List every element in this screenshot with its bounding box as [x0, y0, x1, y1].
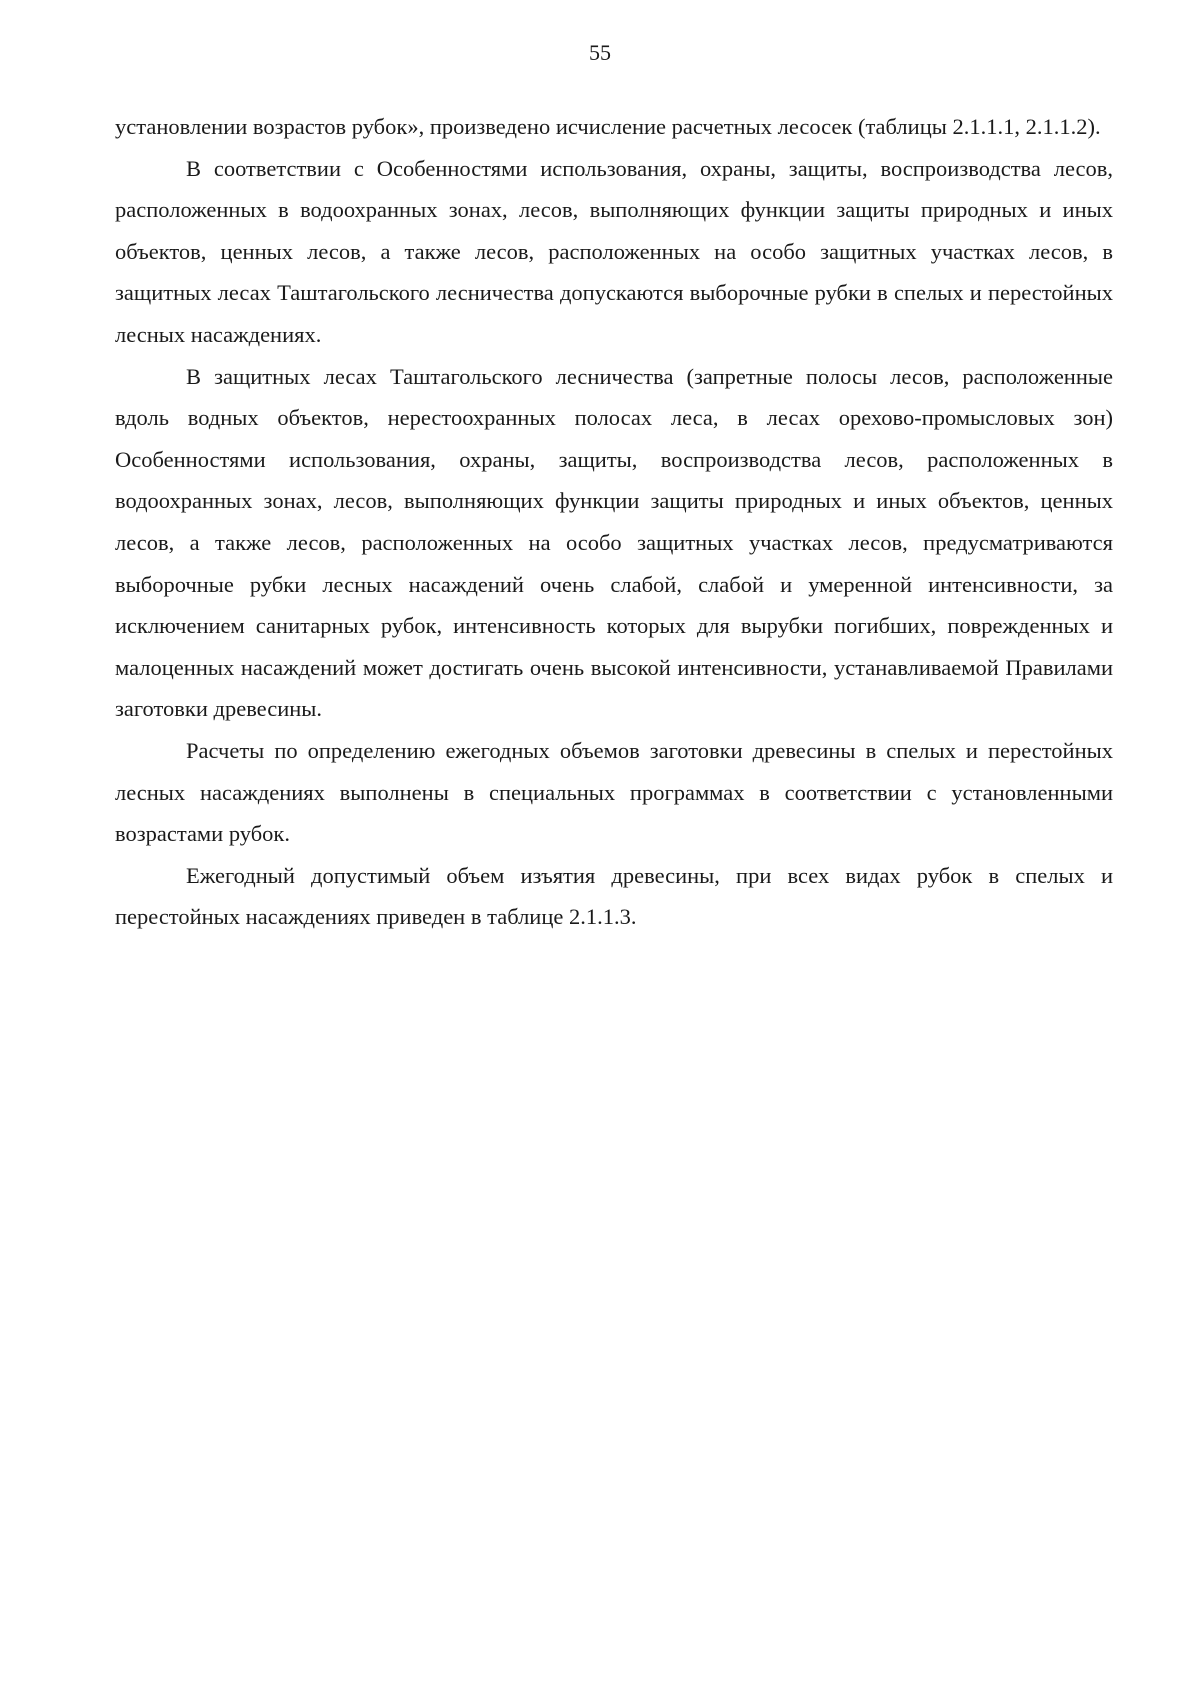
paragraph-calculations: Расчеты по определению ежегодных объемов заготовки древесины в спелых и перестойных лесных насаждениях выполнены в специальных программах в соответствии с установленными возрастами рубок.	[115, 737, 1113, 847]
paragraph-annual-volume: Ежегодный допустимый объем изъятия древесины, при всех видах рубок в спелых и перестойных насаждениях приведен в таблице 2.1.1.3.	[115, 862, 1113, 930]
page-number: 55	[589, 40, 611, 65]
paragraph-protective-forests-rules: В соответствии с Особенностями использования, охраны, защиты, воспроизводства лесов, расположенных в водоохранных зонах, лесов, выполняющих функции защиты природных и иных объектов, ценных лесов, а также лесов, расположенных на особо защитных участках лесов, в защитных лесах Таштагольского лесничества допускаются выборочные рубки в спелых и перестойных лесных насаждениях.	[115, 155, 1113, 347]
document-body	[115, 106, 1113, 938]
paragraph-selective-cutting: В защитных лесах Таштагольского лесничества (запретные полосы лесов, расположенные вдоль водных объектов, нерестоохранных полосах леса, в лесах орехово-промысловых зон) Особенностями использования, охраны, защиты, воспроизводства лесов, расположенных в водоохранных зонах, лесов, выполняющих функции защиты природных и иных объектов, ценных лесов, а также лесов, расположенных на особо защитных участках лесов, предусматриваются выборочные рубки лесных насаждений очень слабой, слабой и умеренной интенсивности, за исключением санитарных рубок, интенсивность которых для вырубки погибших, поврежденных и малоценных насаждений может достигать очень высокой интенсивности, устанавливаемой Правилами заготовки древесины.	[115, 363, 1113, 722]
paragraph-continuation: установлении возрастов рубок», произведено исчисление расчетных лесосек (таблицы 2.1.1.1, 2.1.1.2).	[115, 114, 1101, 139]
